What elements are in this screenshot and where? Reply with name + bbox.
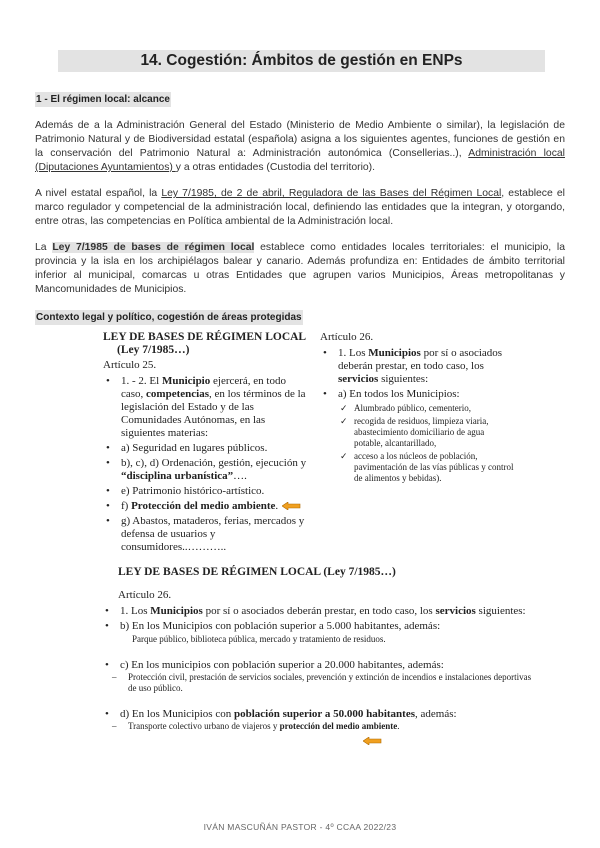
sub-item — [102, 721, 535, 732]
sub-list — [120, 721, 535, 732]
section-heading-regimen-local: 1 - El régimen local: alcance — [36, 94, 170, 105]
text: por sí o asociados deberán prestar, en todo caso, los — [202, 605, 436, 617]
text: siguientes: — [378, 373, 429, 385]
list-item: • a) Seguridad en lugares públicos. — [103, 442, 308, 455]
sub-item: – Protección civil, prestación de servicios sociales, prevención y extinción de incendios e instalaciones deportivas de uso público. — [102, 672, 535, 694]
check-item: ✓ Alumbrado público, cementerio, — [338, 403, 515, 414]
paragraph-agents — [35, 119, 565, 175]
check-item: ✓ acceso a los núcleos de población, pavimentación de las vías públicas y control de alimentos y bebidas). — [338, 451, 515, 484]
text: a) En todos los Municipios: — [338, 388, 460, 400]
paragraph-ley-7-1985 — [35, 187, 565, 229]
text: …. — [233, 470, 247, 482]
arrow-left-icon — [363, 737, 383, 745]
text: y a otras entidades (Custodia del territorio). — [175, 162, 375, 173]
text: d) En los Municipios con — [120, 708, 234, 720]
text: por sí o asociados deberán prestar, en todo caso, los — [338, 347, 503, 372]
arrow-row — [118, 736, 535, 746]
list-item — [102, 620, 535, 645]
slide-heading: LEY DE BASES DE RÉGIMEN LOCAL (Ley 7/1985…) — [118, 566, 396, 578]
list-item — [320, 388, 515, 484]
text: A nivel estatal español, la — [35, 188, 162, 199]
bold-text: Protección del medio ambiente — [131, 500, 276, 512]
list-item — [103, 375, 308, 440]
underlined-text: Administración local (Diputaciones Ayuntamientos) — [35, 148, 565, 173]
sub-list — [120, 672, 535, 694]
article-26-list — [102, 605, 535, 732]
slide-1 — [35, 331, 565, 556]
list-item — [320, 347, 515, 386]
text: . — [275, 500, 279, 512]
article-label: Artículo 26. — [320, 331, 374, 343]
slide-articulo-26 — [320, 331, 515, 556]
document-body — [35, 89, 565, 746]
underlined-text: Ley 7/1985, de 2 de abril, Reguladora de las Bases del Régimen Local — [161, 188, 502, 199]
text: La — [35, 242, 53, 253]
list-item — [102, 659, 535, 694]
footer-author: IVÁN MASCUÑÁN PASTOR - 4º CCAA 2022/23 — [203, 822, 397, 832]
services-checklist — [338, 403, 515, 484]
list-item — [102, 605, 535, 618]
article-label: Artículo 25. — [103, 359, 157, 371]
text: c) En los municipios con población superior a 20.000 habitantes, además: — [120, 659, 444, 671]
check-item: ✓ recogida de residuos, limpieza viaria, abastecimiento domiciliario de agua potable, alcantarillado, — [338, 416, 515, 449]
bold-text: Municipio — [161, 375, 211, 387]
bold-text: población superior a 50.000 habitantes — [233, 708, 415, 720]
text: 1. Los — [338, 347, 369, 359]
text: . — [397, 721, 400, 731]
bold-text: protección del medio ambiente — [279, 721, 398, 731]
text: Además de a la Administración General del Estado (Ministerio de Medio Ambiente o similar), la legislación de Patrimonio Natural y de Biodiversidad estatal (española) asigna a los siguientes agentes, funciones de gestión en la conservación del Patrimonio Natural a: Administración autonómica (Consellerias..), — [35, 120, 565, 159]
text: ejercerá, en todo caso, — [121, 375, 286, 400]
slide-heading-sub: (Ley 7/1985…) — [117, 344, 190, 356]
list-item — [103, 500, 308, 513]
text: b), c), d) Ordenación, gestión, ejecución y — [121, 457, 307, 469]
text: siguientes: — [475, 605, 526, 617]
highlighted-text: Ley 7/1985 de bases de régimen local — [52, 242, 255, 253]
bold-text: “disciplina urbanística” — [121, 470, 234, 482]
bold-text: competencias — [146, 388, 209, 400]
list-item — [103, 457, 308, 483]
paragraph-entidades-locales — [35, 241, 565, 297]
page-title: 14. Cogestión: Ámbitos de gestión en ENPs — [58, 50, 545, 72]
article-25-list — [103, 375, 308, 554]
bold-text: Municipios — [368, 347, 421, 359]
text: , además: — [415, 708, 457, 720]
article-26-list — [320, 347, 515, 484]
list-item — [102, 708, 535, 732]
slide-articulo-25 — [103, 331, 308, 556]
sub-text: Parque público, biblioteca pública, mercado y tratamiento de residuos. — [132, 634, 386, 644]
text: b) En los Municipios con población superior a 5.000 habitantes, además: — [120, 620, 441, 632]
text: Transporte colectivo urbano de viajeros y — [128, 721, 280, 731]
arrow-left-icon — [282, 502, 302, 510]
list-item: • g) Abastos, mataderos, ferias, mercados y defensa de usuarios y consumidores..……….. — [103, 515, 308, 554]
article-label: Artículo 26. — [118, 589, 172, 601]
text: establece como entidades locales territoriales: el municipio, la provincia y la isla en los archipiélagos balear y canario. Además profundiza en: Entidades de ámbito territorial inferior al municipal, comarcas u otras Entidades que agrupen varios Municipios, Áreas metropolitanas y Mancomunidades de Municipios. — [35, 242, 565, 295]
slide-heading: LEY DE BASES DE RÉGIMEN LOCAL — [103, 331, 307, 343]
bold-text: servicios — [338, 373, 379, 385]
bold-text: Municipios — [150, 605, 203, 617]
text: f) — [121, 500, 132, 512]
text: , en los términos de la legislación del Estado y de las Comunidades Autónomas, en las siguientes materias: — [121, 388, 306, 439]
bold-text: servicios — [435, 605, 476, 617]
text: 1. Los — [120, 605, 151, 617]
section-heading-contexto: Contexto legal y político, cogestión de áreas protegidas — [36, 312, 302, 323]
slide-articulo-26-poblacion — [35, 566, 535, 746]
text: 1. - 2. El — [121, 375, 162, 387]
list-item: • e) Patrimonio histórico-artístico. — [103, 485, 308, 498]
text: , establece el marco regulador y competencial de la administración local, definiendo las entidades que la integran, y otorgando, entre otras, las competencias en Política ambiental de la Administración local. — [35, 188, 565, 227]
